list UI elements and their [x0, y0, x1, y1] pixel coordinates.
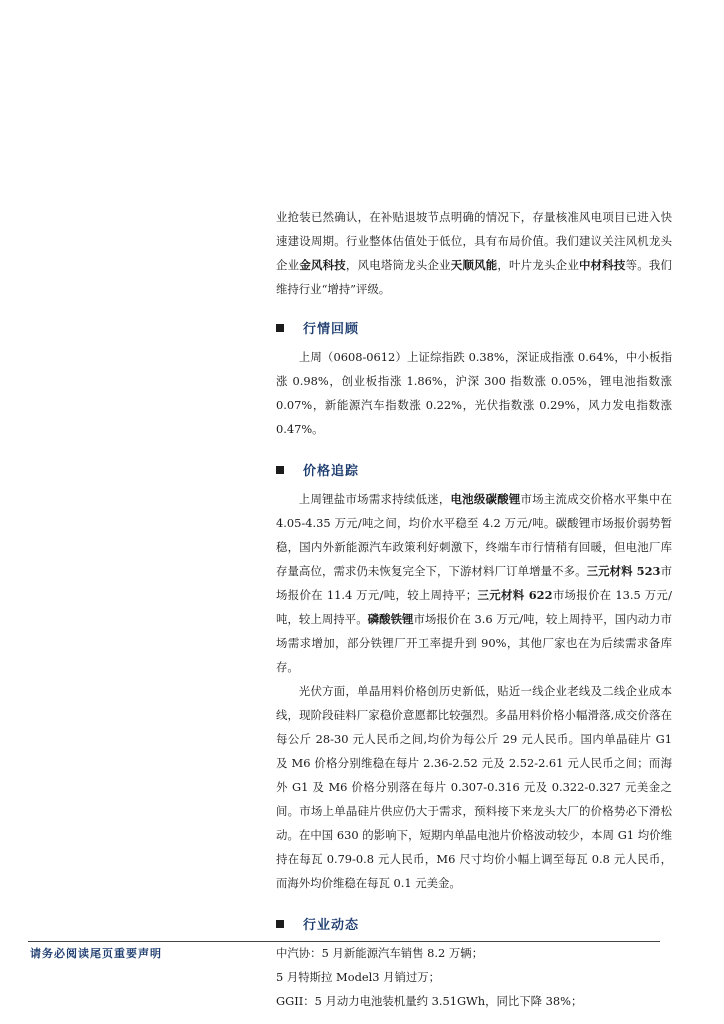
square-bullet-icon: [276, 466, 284, 474]
square-bullet-icon: [276, 324, 284, 332]
term-ternary-622: 三元材料 622: [477, 588, 553, 602]
review-paragraph: 上周（0608-0612）上证综指跌 0.38%，深证成指涨 0.64%，中小板指涨 0.98%，创业板指涨 1.86%，沪深 300 指数涨 0.05%，锂电池指数涨 0.07%，新能源汽车指数涨 0.22%，光伏指数涨 0.29%，风力发电指数涨 0.47%。: [276, 350, 672, 436]
section-title: 价格追踪: [303, 463, 360, 479]
intro-text: ，风电塔筒龙头企业: [345, 258, 451, 272]
company-sinoma: 中材科技: [578, 258, 626, 272]
square-bullet-icon: [276, 920, 284, 928]
section-title: 行业动态: [303, 917, 360, 933]
price-text: 市场主流成交价格水平集中在 4.05-4.35 万元/吨之间，均价水平稳至 4.2 万元/吨。碳酸锂市场报价弱势暂稳，国内外新能源汽车政策利好刺激下，终端车市行情稍有回暖，但电池厂库存量高位，需求仍未恢复完全下，下游材料厂订单增量不多。: [276, 492, 672, 578]
price-text: 上周锂盐市场需求持续低迷，: [298, 492, 451, 506]
news-item: 5 月特斯拉 Model3 月销过万；: [276, 970, 441, 984]
price-paragraph-lithium: [276, 487, 672, 679]
section-title: 行情回顾: [303, 321, 360, 337]
section-heading-news: [276, 911, 672, 935]
report-body: [276, 205, 672, 1013]
term-ternary-523: 三元材料 523: [586, 564, 661, 578]
footer-divider: [28, 941, 660, 942]
footer-disclaimer-note: 请务必阅读尾页重要声明: [30, 947, 162, 960]
company-goldwind: 金风科技: [299, 258, 346, 272]
intro-text: ，叶片龙头企业: [497, 258, 579, 272]
intro-paragraph: [276, 205, 672, 301]
term-battery-lithium-carbonate: 电池级碳酸锂: [450, 492, 521, 506]
company-titan-wind: 天顺风能: [450, 258, 498, 272]
price-text: 市场报价在 11.4 万元/吨，较上周持平；: [276, 564, 672, 602]
term-lfp: 磷酸铁锂: [367, 612, 414, 626]
price-paragraph-solar: 光伏方面，单晶用料价格创历史新低，贴近一线企业老线及二线企业成本线，现阶段硅料厂家稳价意愿都比较强烈。多晶用料价格小幅滑落,成交价落在每公斤 28-30 元人民币之间,均价为每公斤 29 元人民币。国内单晶硅片 G1 及 M6 价格分别维稳在每片 2.36-2.52 元及 2.52-2.61 元人民币之间；而海外 G1 及 M6 价格分别落在每片 0.307-0.316 元及 0.322-0.327 元美金之间。市场上单晶硅片供应仍大于需求，预料接下来龙头大厂的价格势必下滑松动。在中国 630 的影响下，短期内单晶电池片价格波动较少，本周 G1 均价维持在每瓦 0.79-0.8 元人民币，M6 尺寸均价小幅上调至每瓦 0.8 元人民币，而海外均价维稳在每瓦 0.1 元美金。: [276, 684, 672, 890]
section-heading-price: [276, 457, 672, 481]
intro-text: 业抢装已然确认，在补贴退坡节点明确的情况下，存量核准风电项目已进入快速建设周期。行业整体估值处于低位，具有布局价值。我们建议关注风机龙头企业: [276, 210, 672, 272]
price-text: 市场报价在 3.6 万元/吨，较上周持平，国内动力市场需求增加，部分铁锂厂开工率提升到 90%，其他厂家也在为后续需求备库存。: [276, 612, 672, 674]
news-item: 中汽协：5 月新能源汽车销售 8.2 万辆；: [276, 946, 484, 960]
news-item: GGII：5 月动力电池装机量约 3.51GWh，同比下降 38%；: [276, 994, 583, 1008]
section-heading-review: [276, 315, 672, 339]
price-text: 市场报价在 13.5 万元/吨，较上周持平。: [276, 588, 672, 626]
intro-text: 等。我们维持行业“增持”评级。: [276, 258, 672, 296]
